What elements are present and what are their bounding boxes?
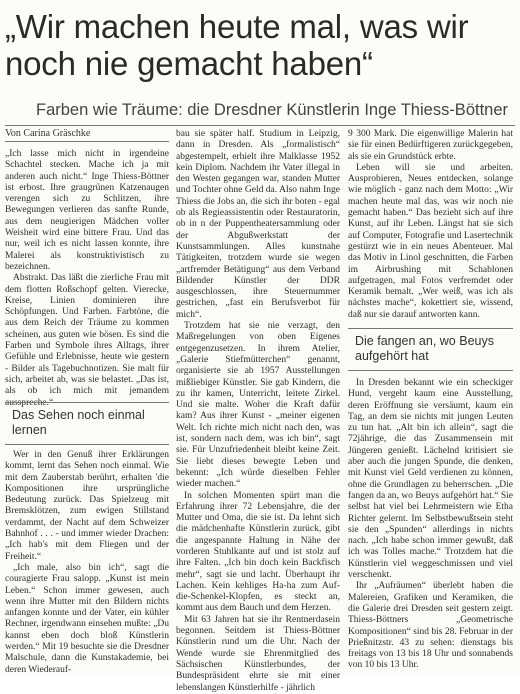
column2-paragraph: Trotzdem hat sie nie verzagt, den Maßregelungen von oben Eigenes entgegenzusetzen. In ihrem Atelier, „Galerie Stiefmütterchen“ genannt, organisierte sie ab 1957 Ausstellungen mißliebiger Künstler. Sie gab Kindern, die zu ihr kamen, Unterricht, leitete Zirkel. Und sie malte. Woher die Kraft dafür kam? Aus ihrer Kunst - „meiner eigenen Welt. Ich richte mich nicht nach den, was ist, sondern nach dem, was ich bin“, sagt sie. Für Unzufriedenheit bleibt keine Zeit. Sie liebt dieses bewegte Leben und bekennt: „Ich würde dieselben Fehler wieder machen.“: [176, 321, 340, 490]
column2-paragraph: bau sie später half. Studium in Leipzig, dann in Dresden. Als „formalistisch“ abgestempelt, erhielt ihre Malklasse 1952 kein Diplom. Nachdem ihr Vater illegal in den Westen gegangen war, standen Mutter und Tochter ohne Geld da. Also nahm Inge Thiess die Jobs an, die sich ihr boten - egal ob als Regieassistentin oder Restauratorin, ob in n der Puppentheatersammlung oder der Abgußwerkstatt der Kunstsammlungen. Alles kunstnahe Tätigkeiten, trotzdem wurde sie wegen „artfremder Betätigung“ aus dem Verband Bildender Künstler der DDR ausgeschlossen, ihre Steuernummer gestrichen, „fast ein Berufsverbot für mich“.: [176, 129, 340, 320]
box-rule-bottom: [348, 370, 513, 371]
byline-rule: [5, 125, 515, 126]
column1-paragraph: „Ich male, also bin ich“, sagt die couragierte Frau salopp. „Kunst ist mein Leben.“ Schon immer gewesen, auch wenn ihre Mutter mit den Bildern nichts anfangen konnte und der Vater, ein kühler Rechner, irgendwann einsehen mußte: „Du kannst eben doch bloß Künstlerin werden.“ Mit 19 besuchte sie die Dresdner Malschule, dann die Kunstakademie, bei deren Wiederauf-: [5, 562, 169, 675]
column3-paragraph: 9 300 Mark. Die eigenwillige Malerin hat sie für einen Bedürftigeren zurückgegeben, als sie ein Grundstück erbte.: [348, 129, 513, 162]
column2-paragraph: In solchen Momenten spürt man die Erfahrung ihrer 72 Lebensjahre, die der Mutter und Oma, die sie ist. Da lehnt sich die mädchenhafte Künstlerin zurück, gibt die angespannte Haltung in Nähe der vorderen Stuhlkante auf und ist stolz auf ihre Falten. „Ich bin doch kein Backfisch mehr“, sagt sie und lacht. Überhaupt ihr Lachen. Kein kehliges Ha-ha zum Auf-die-Schenkel-Klopfen, es steckt an, kommt aus dem Bauch und dem Herzen.: [176, 490, 340, 614]
byline: Von Carina Gräschke: [5, 128, 91, 139]
column-1-bottom: [5, 450, 169, 676]
column2-paragraph: Mit 63 Jahren hat sie ihr Rentnerdasein begonnen. Seitdem ist Thiess-Böttner Künstlerin rund um die Uhr. Nach der Wende wurde sie Ehrenmitglied des Sächsischen Künstlerbundes, der Bundespräsident ehrte sie mit einer lebenslangen Künstlerhilfe - jährlich: [176, 614, 340, 693]
byline-underline: [5, 141, 169, 142]
column3-paragraph: Ihr „Aufräumen“ überlebt haben die Malereien, Grafiken und Keramiken, die die Galerie drei Dresden seit gestern zeigt. Thiess-Böttners „Geometrische Kompositionen“ sind bis 28. Februar in der Prießnitzstr. 43 zu sehen: dienstags bis freitags von 13 bis 18 Uhr und sonnabends von 10 bis 13 Uhr.: [348, 581, 513, 671]
subheading-seeing: Das Sehen noch einmal lernen: [12, 408, 145, 437]
column1-paragraph: Wer in den Genuß ihrer Erklärungen kommt, lernt das Sehen noch einmal. Wie mit dem Zauberstab berührt, erhalten 'die Kompositionen ihre ursprüngliche Bedeutung zurück. Das Spielzeug mit Bremsklötzen, zum ewigen Stillstand verdammt, der Nacht auf dem Schweizer Bahnhof . . . - und immer wieder Drachen: „Ich hab's mit dem Fliegen und der Freiheit.“: [5, 450, 169, 562]
column-3-bottom: [348, 378, 513, 672]
column-3-top: [348, 129, 513, 321]
column1-paragraph: „Ich lasse mich nicht in irgendeine Schachtel stecken. Mache ich ja mit anderen auch nicht.“ Inge Thiess-Böttner ist erbost. Ihre graugrünen Katzenaugen verengen sich zu Schlitzen, ihre Bewegungen verlieren das sanfte Runde, aus dem neugierigen Mädchen voller Weisheit wird eine bittere Frau. Und das nur, weil ich es nicht lassen konnte, ihre Malerei als konstruktivistisch zu bezeichnen.: [5, 149, 169, 272]
subheading-beuys: Die fangen an, wo Beuys aufgehört hat: [355, 334, 494, 363]
column-2: [176, 129, 340, 694]
column3-paragraph: In Dresden bekannt wie ein scheckiger Hund, vergeht kaum eine Ausstellung, deren Eröffnung sie versäumt, kaum ein Tag, an dem sie nichts mit jungen Leuten zu tun hat. „Alt bin ich allein“, sagt die 72jährige, die das Zusammensein mit Jüngeren genießt. Lächelnd kritisiert sie aber auch die jungen Spunde, die denken, mit Kunst viel Geld verdienen zu können, ohne die Grundlagen zu beherrschen. „Die fangen da an, wo Beuys aufgehört hat.“ Sie selbst hat viel bei Lehrmeistern wie Etha Richter gelernt. Im Selbstbewußtsein steht sie den „Spunden“ allerdings in nichts nach. „Ich habe schon immer gewußt, daß ich was Tolles mache.“ Trotzdem hat die Künstlerin viel weggeschmissen und viel verschenkt.: [348, 378, 513, 581]
column-1-top: [5, 149, 169, 409]
box-rule-bottom: [5, 444, 169, 445]
headline: „Wir machen heute mal, was wir noch nie gemacht haben“: [5, 8, 469, 82]
box-rule-top: [348, 328, 513, 329]
column3-paragraph: Leben will sie und arbeiten. Ausprobieren, Neues entdecken, solange wie möglich - ganz nach dem Motto: „Wir machen heute mal das, was wir noch nie gemacht haben.“ Das bezieht sich auf ihre Kunst, auf ihr Leben. Längst hat sie sich auf Computer, Fotografie und Lasertechnik gestürzt wie in ein neues Abenteuer. Mal das Motiv in Linol geschnitten, die Farben im Airbrushing mit Schablonen aufgetragen, mal Fotos verfremdet oder Keramik bemalt. „Wer weiß, was ich als nächstes mache“, kokettiert sie, wissend, daß nur sie darauf antworten kann.: [348, 162, 513, 320]
column1-paragraph: Abstrakt. Das läßt die zierliche Frau mit dem flotten Roßschopf gelten. Vierecke, Kreise, Linien dominieren ihre Schöpfungen. Und Farben. Farbtöne, die aus dem Reich der Träume zu kommen scheinen, aus guten wie bösen. Es sind die Farben und Symbole ihres Alltags, ihrer Gefühle und Erlebnisse, heute wie gestern - Bilder als Tagebuchnotizen. Sie malt für sich, arbeitet ab, was sie belastet. „Das ist, als ob ich mich mit jemandem ausspreche.“: [5, 273, 169, 408]
subheadline: Farben wie Träume: die Dresdner Künstlerin Inge Thiess-Böttner: [36, 101, 509, 119]
box-rule-top: [5, 402, 169, 403]
